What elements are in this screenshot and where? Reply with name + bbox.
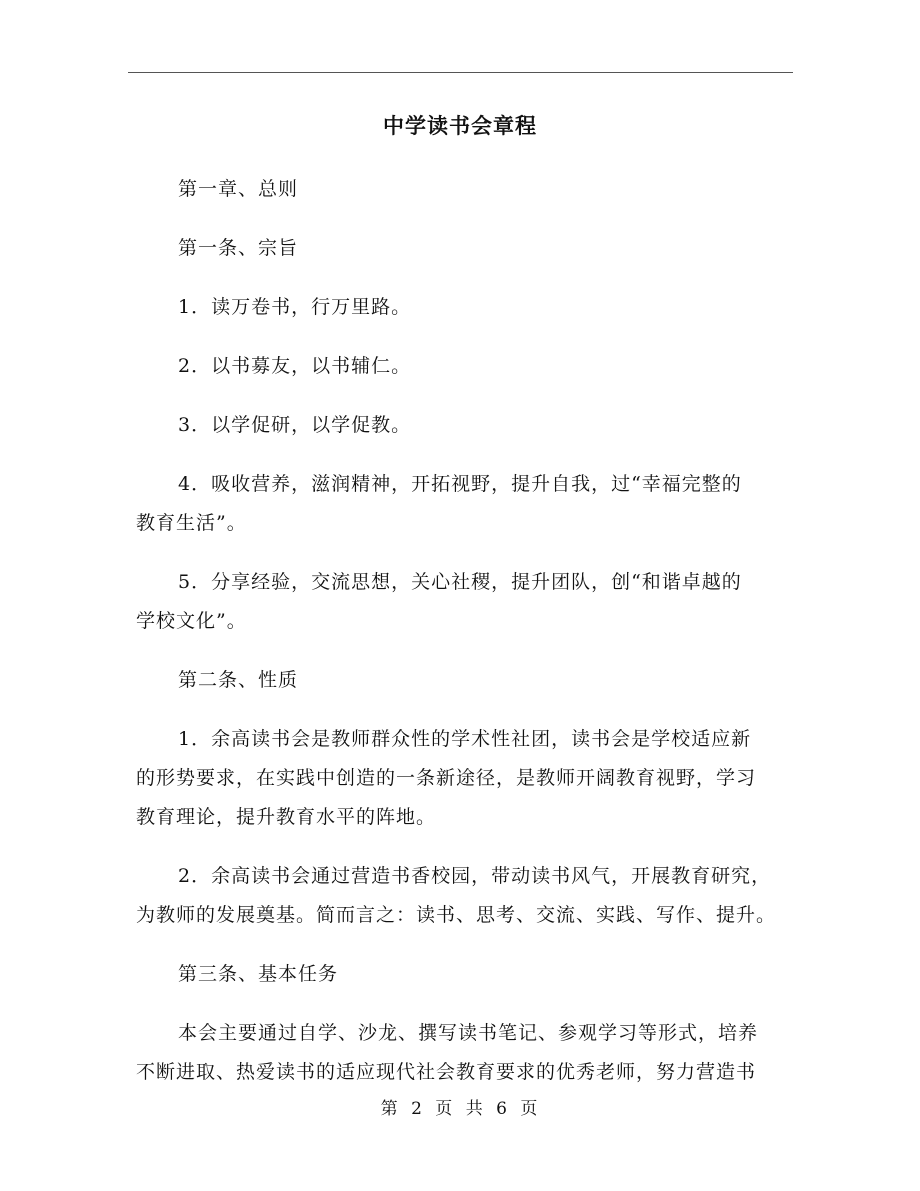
list-item: 3．以学促研，以学促教。 xyxy=(178,414,412,436)
paragraph-line: 教育理论，提升教育水平的阵地。 xyxy=(136,806,437,828)
document-body xyxy=(136,170,786,1092)
document-title: 中学读书会章程 xyxy=(383,114,537,138)
article-heading: 第三条、基本任务 xyxy=(178,963,339,985)
list-item: 1．读万卷书，行万里路。 xyxy=(178,296,412,318)
list-item-continuation: 教育生活”。 xyxy=(136,512,247,534)
paragraph-line: 1．余高读书会是教师群众性的学术性社团，读书会是学校适应新 xyxy=(178,728,752,750)
list-item: 4．吸收营养，滋润精神，开拓视野，提升自我，过“幸福完整的 xyxy=(178,473,742,495)
list-item-continuation: 学校文化”。 xyxy=(136,610,247,632)
article-heading: 第二条、性质 xyxy=(178,669,299,691)
page-number: 第 2 页 共 6 页 xyxy=(380,1099,540,1119)
paragraph-line: 本会主要通过自学、沙龙、撰写读书笔记、参观学习等形式，培养 xyxy=(178,1022,759,1044)
header-rule xyxy=(128,72,793,73)
paragraph-line: 2．余高读书会通过营造书香校园，带动读书风气，开展教育研究， xyxy=(178,865,772,887)
paragraph-line: 为教师的发展奠基。简而言之：读书、思考、交流、实践、写作、提升。 xyxy=(136,904,777,926)
paragraph-line: 不断进取、热爱读书的适应现代社会教育要求的优秀老师，努力营造书 xyxy=(136,1061,757,1083)
list-item: 2．以书募友，以书辅仁。 xyxy=(178,355,412,377)
chapter-heading: 第一章、总则 xyxy=(178,178,299,200)
paragraph-line: 的形势要求，在实践中创造的一条新途径，是教师开阔教育视野，学习 xyxy=(136,767,757,789)
list-item: 5．分享经验，交流思想，关心社稷，提升团队，创“和谐卓越的 xyxy=(178,571,742,593)
article-heading: 第一条、宗旨 xyxy=(178,237,299,259)
